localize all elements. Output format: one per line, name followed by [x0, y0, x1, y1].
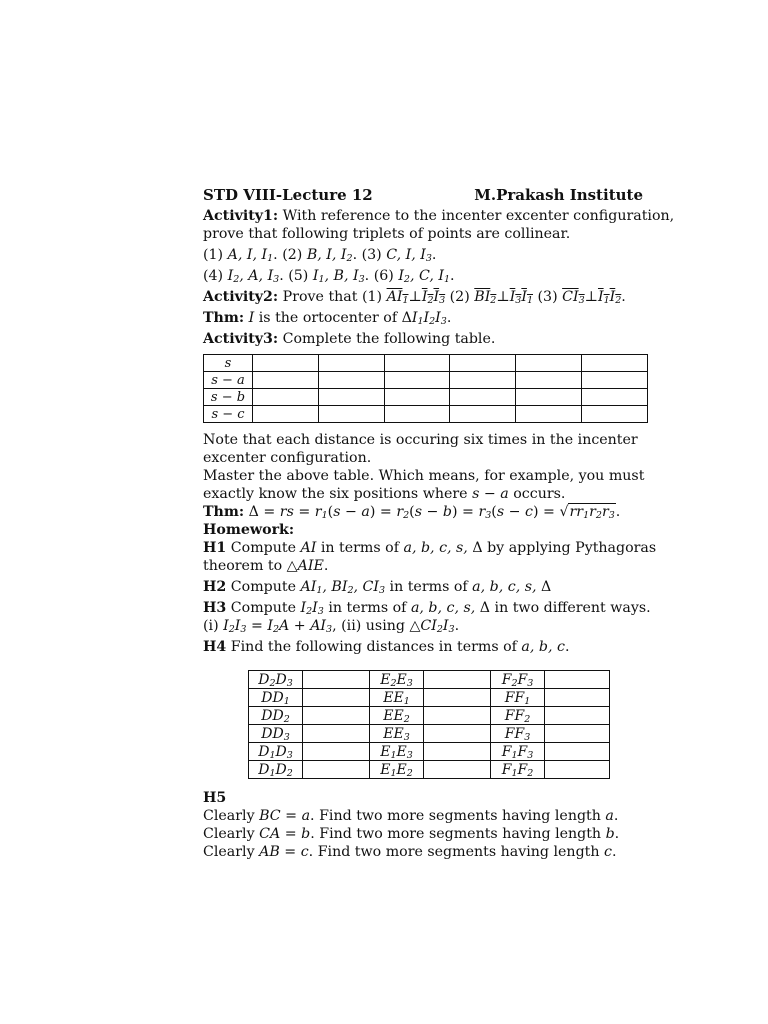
table-row: $D_1D_3$ $E_1E_3$ $F_1F_3$	[249, 743, 610, 761]
activity1	[203, 207, 675, 285]
activity2-label: Activity2:	[203, 289, 279, 305]
activity1-text-2: prove that following triplets of points are collinear.	[203, 226, 571, 242]
document-page	[203, 186, 675, 861]
homework-h5: H5 Clearly BC = a. Find two more segments having length a. Clearly CA = b. Find two more segments having length b. Clearly AB = c. Find two more segments having length c.	[203, 790, 620, 860]
activity3-label: Activity3:	[203, 331, 279, 347]
triplets-row-2: (4) $I_2$, A, $I_3$. (5) $I_1$, B, $I_3$. (6) $I_2$, C, $I_1$.	[203, 268, 455, 285]
theorem-orthocenter: Thm: I is the ortocenter of $\Delta I_1I_2I_3$.	[203, 310, 452, 327]
table-row: s	[204, 355, 648, 372]
thm-label: Thm:	[203, 310, 245, 326]
activity1-label: Activity1:	[203, 208, 279, 224]
homework-h4: H4 Find the following distances in terms of a, b, c.	[203, 639, 570, 655]
activity1-text-1: With reference to the incenter excenter configuration,	[282, 208, 675, 224]
page-header	[203, 186, 643, 204]
homework-h1: H1 Compute AI in terms of a, b, c, s, Δ by applying Pythagoras theorem to △AIE.	[203, 540, 657, 574]
activity3	[203, 330, 643, 348]
segments-table	[248, 670, 610, 779]
activity2: Activity2: Prove that (1) $AI_1\perp I_2I_3$ (2) $BI_2\perp I_3I_1$ (3) $CI_3\perp I_1I_2$.	[203, 289, 626, 306]
activity2-text: Prove that	[282, 289, 358, 305]
homework-h2: H2 Compute $AI_1$, $BI_2$, $CI_3$ in terms of a, b, c, s, Δ	[203, 579, 552, 596]
theorem-area: Thm: Δ = rs = $r_1(s - a) = r_2(s - b) = r_3(s - c) = √rr_1r_2r_3$.	[203, 504, 621, 521]
homework-h3: H3 Compute $I_2I_3$ in terms of a, b, c, s, Δ in two different ways. (i) $I_2I_3 = I_2A + AI_3$, (ii) using $\triangle CI_2I_3$.	[203, 600, 651, 635]
table-row: $D_2D_3$ $E_2E_3$ $F_2F_3$	[249, 671, 610, 689]
table-row: $D_1D_2$ $E_1E_2$ $F_1F_2$	[249, 761, 610, 779]
triplets-row-1: (1) A, I, $I_1$. (2) B, I, $I_2$. (3) C, I, $I_3$.	[203, 247, 437, 264]
homework-title: Homework:	[203, 522, 295, 538]
table-row: $DD_2$ $EE_2$ $FF_2$	[249, 707, 610, 725]
note-paragraph: Note that each distance is occuring six times in the incenter excenter configuration. Master the above table. Which means, for example, you must exactly know the six positions where s − a occurs.	[203, 432, 645, 502]
table-row: $DD_1$ $EE_1$ $FF_1$	[249, 689, 610, 707]
table-row: s − b	[204, 389, 648, 406]
distance-table	[203, 354, 648, 423]
table-row: s − a	[204, 372, 648, 389]
institute-name: M.Prakash Institute	[474, 186, 643, 204]
table-row: s − c	[204, 406, 648, 423]
table-row: $DD_3$ $EE_3$ $FF_3$	[249, 725, 610, 743]
activity3-text: Complete the following table.	[282, 331, 496, 347]
lecture-title: STD VIII-Lecture 12	[203, 186, 373, 204]
